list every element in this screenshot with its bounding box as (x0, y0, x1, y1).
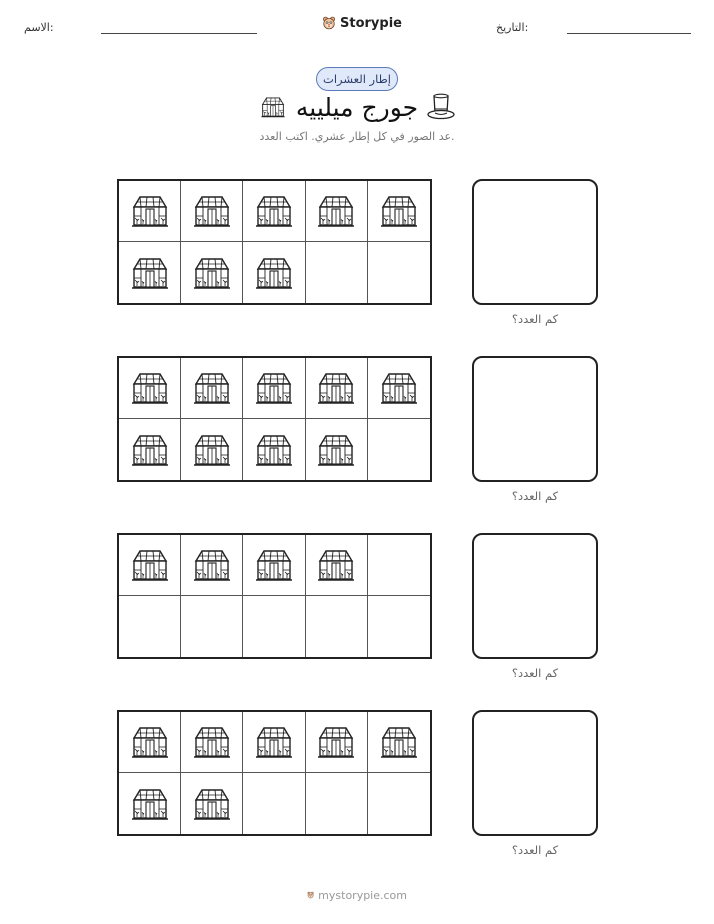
ten-frame-cell (243, 358, 305, 419)
ten-frame-cell (368, 181, 430, 242)
ten-frame (117, 356, 432, 482)
greenhouse-icon (192, 433, 232, 467)
ten-frame-cell (368, 596, 430, 657)
ten-frame-cell (119, 773, 181, 834)
worksheet-type-badge (316, 67, 398, 91)
greenhouse-icon (192, 371, 232, 405)
greenhouse-icon (192, 787, 232, 821)
ten-frame (117, 710, 432, 836)
ten-frame-cell (368, 773, 430, 834)
ten-frame-cell (243, 181, 305, 242)
ten-frame-cell (306, 535, 368, 596)
greenhouse-icon (254, 548, 294, 582)
name-line[interactable] (101, 33, 257, 34)
greenhouse-icon (258, 96, 288, 118)
greenhouse-icon (192, 256, 232, 290)
answer-box[interactable] (472, 533, 598, 659)
date-line[interactable] (567, 33, 691, 34)
greenhouse-icon (130, 787, 170, 821)
storypie-mascot-icon (322, 15, 336, 31)
ten-frame-cell (119, 596, 181, 657)
ten-frame-cell (243, 419, 305, 480)
ten-frame-cell (306, 181, 368, 242)
brand-logo (322, 12, 402, 34)
ten-frame (117, 179, 432, 305)
answer-box[interactable] (472, 710, 598, 836)
greenhouse-icon (130, 725, 170, 759)
greenhouse-icon (254, 194, 294, 228)
greenhouse-icon (316, 725, 356, 759)
ten-frame-cell (306, 358, 368, 419)
ten-frame-cell (306, 712, 368, 773)
question-label: كم العدد؟ (511, 843, 559, 857)
greenhouse-icon (379, 371, 419, 405)
brand-name: Storypie (340, 15, 402, 31)
name-label: الاسم: (24, 21, 54, 34)
greenhouse-icon (254, 433, 294, 467)
top-hat-icon (426, 93, 456, 121)
question-label: كم العدد؟ (511, 489, 559, 503)
greenhouse-icon (130, 433, 170, 467)
ten-frame-cell (243, 773, 305, 834)
ten-frame-cell (181, 535, 243, 596)
greenhouse-icon (130, 194, 170, 228)
ten-frame-cell (181, 181, 243, 242)
ten-frame-cell (368, 535, 430, 596)
instructions: عد الصور في كل إطار عشري. اكتب العدد. (259, 130, 455, 143)
footer-url: mystorypie.com (318, 888, 407, 902)
ten-frame-cell (306, 419, 368, 480)
greenhouse-icon (130, 548, 170, 582)
ten-frame-cell (119, 242, 181, 303)
ten-frame-cell (243, 712, 305, 773)
date-label: التاريخ: (496, 21, 529, 34)
ten-frame-cell (368, 712, 430, 773)
ten-frame (117, 533, 432, 659)
question-label: كم العدد؟ (511, 312, 559, 326)
ten-frame-cell (181, 419, 243, 480)
greenhouse-icon (379, 725, 419, 759)
greenhouse-icon (254, 725, 294, 759)
ten-frame-cell (306, 596, 368, 657)
ten-frame-cell (181, 596, 243, 657)
greenhouse-icon (316, 371, 356, 405)
ten-frame-cell (181, 773, 243, 834)
ten-frame-cell (306, 242, 368, 303)
ten-frame-cell (243, 242, 305, 303)
ten-frame-cell (368, 242, 430, 303)
greenhouse-icon (316, 433, 356, 467)
greenhouse-icon (192, 548, 232, 582)
badge-label: إطار العشرات (323, 72, 391, 86)
greenhouse-icon (130, 256, 170, 290)
page-title: جورج ميلييه (295, 93, 419, 122)
storypie-mascot-icon (307, 886, 314, 904)
greenhouse-icon (130, 371, 170, 405)
ten-frame-cell (119, 181, 181, 242)
ten-frame-cell (243, 596, 305, 657)
footer (307, 884, 407, 906)
greenhouse-icon (379, 194, 419, 228)
greenhouse-icon (254, 371, 294, 405)
greenhouse-icon (254, 256, 294, 290)
answer-box[interactable] (472, 179, 598, 305)
question-label: كم العدد؟ (511, 666, 559, 680)
ten-frame-cell (119, 358, 181, 419)
ten-frame-cell (119, 712, 181, 773)
ten-frame-cell (181, 712, 243, 773)
ten-frame-cell (119, 535, 181, 596)
greenhouse-icon (316, 194, 356, 228)
ten-frame-cell (119, 419, 181, 480)
greenhouse-icon (192, 725, 232, 759)
ten-frame-cell (181, 242, 243, 303)
greenhouse-icon (316, 548, 356, 582)
ten-frame-cell (368, 358, 430, 419)
ten-frame-cell (306, 773, 368, 834)
ten-frame-cell (243, 535, 305, 596)
ten-frame-cell (368, 419, 430, 480)
ten-frame-cell (181, 358, 243, 419)
answer-box[interactable] (472, 356, 598, 482)
greenhouse-icon (192, 194, 232, 228)
